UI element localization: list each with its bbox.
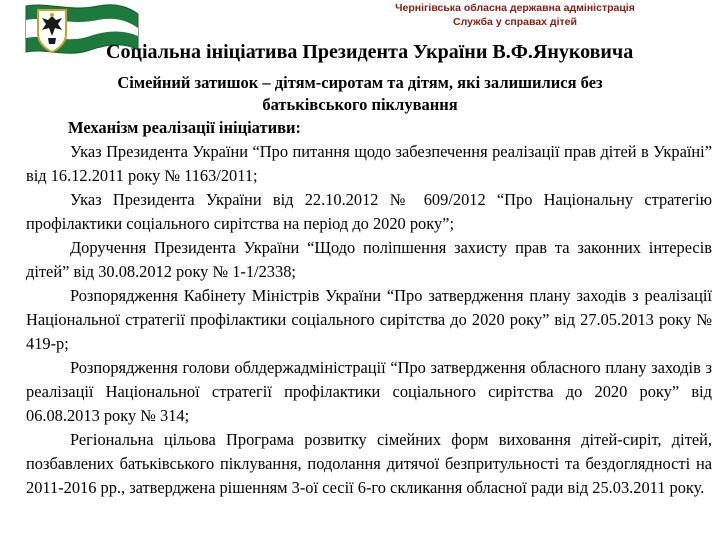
paragraph-regional-order-314: Розпорядження голови облдержадміністрації “Про затвердження обласного плану заходів з реалізації Національної стратегії профілактики соціального сирітства до 2020 року” від 06.08.2013 року № 314; (26, 358, 712, 425)
page-subtitle (40, 72, 680, 116)
subtitle-line-2: батьківського піклування (262, 95, 458, 114)
organization-name: Чернігівська обласна державна адміністрація (395, 2, 635, 14)
document-body (26, 140, 712, 500)
section-heading: Механізм реалізації ініціативи: (68, 118, 302, 137)
paragraph-decree-609: Указ Президента України від 22.10.2012 № 609/2012 “Про Національну стратегію профілактики соціального сирітства на період до 2020 року”; (26, 190, 712, 233)
paragraph-instruction-2338: Доручення Президента України “Щодо поліпшення захисту прав та законних інтересів дітей” від 30.08.2012 року № 1-1/2338; (26, 238, 712, 281)
paragraph-regional-program: Регіональна цільова Програма розвитку сімейних форм виховання дітей-сиріт, дітей, позбавлених батьківського піклування, подолання дитячої безпритульності та бездоглядності на 2011-2016 рр., затверджена рішенням 3-ої сесії 6-го скликання обласної ради від 25.03.2011 року. (26, 430, 712, 497)
paragraph-decree-1163: Указ Президента України “Про питання щодо забезпечення реалізації прав дітей в Україні” від 16.12.2011 року № 1163/2011; (26, 142, 712, 185)
emblem-shield-icon (38, 10, 66, 52)
page-title: Соціальна ініціатива Президента України В.Ф.Януковича (106, 41, 634, 63)
subtitle-line-1: Сімейний затишок – дітям-сиротам та дітям, які залишилися без (117, 73, 603, 92)
organization-department: Служба у справах дітей (453, 16, 577, 28)
paragraph-cabinet-order-419: Розпорядження Кабінету Міністрів України “Про затвердження плану заходів з реалізації Національної стратегії профілактики соціального сирітства до 2020 року” від 27.05.2013 року № 419-р; (26, 286, 712, 353)
organization-header (350, 1, 680, 29)
